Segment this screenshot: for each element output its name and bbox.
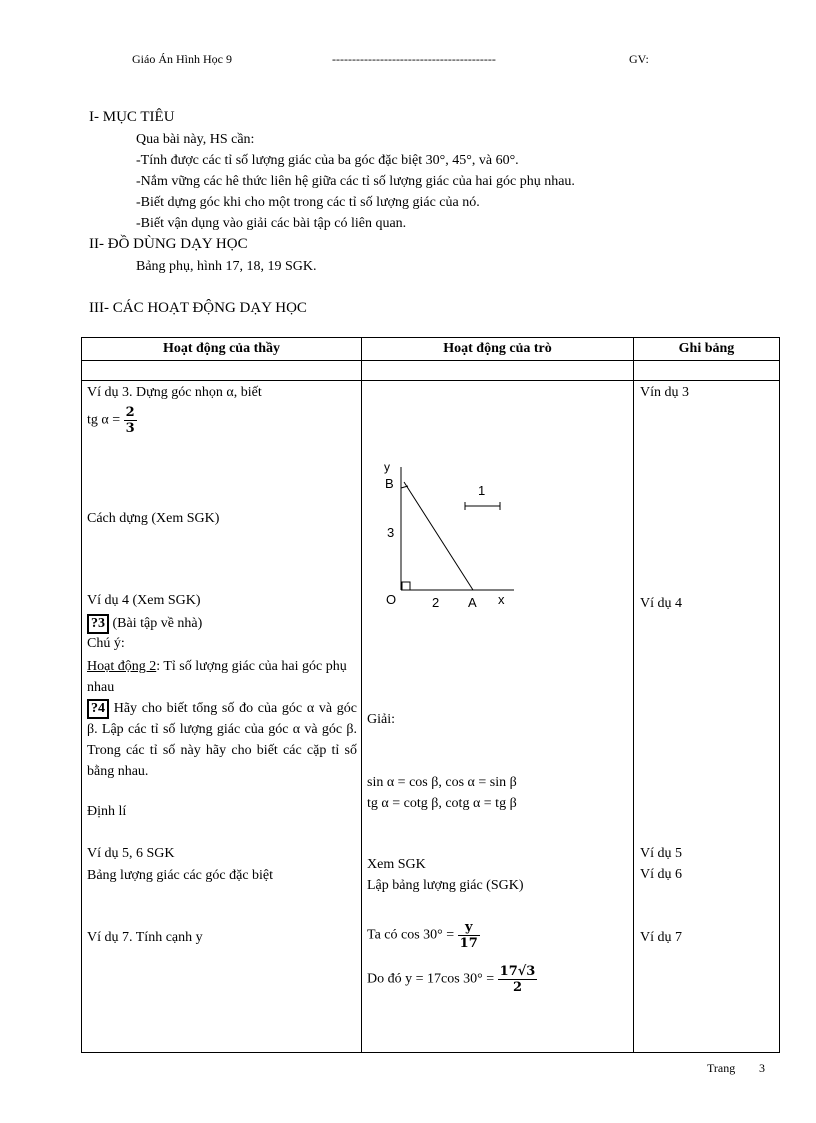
footer-page-number: 3 — [759, 1061, 765, 1075]
section3-title: III- CÁC HOẠT ĐỘNG DẠY HỌC — [89, 300, 307, 316]
lap-bang: Lập bảng lượng giác (SGK) — [367, 878, 524, 893]
question-3 — [87, 614, 202, 634]
vd56: Ví dụ 5, 6 SGK — [87, 846, 175, 861]
chu-y: Chú ý: — [87, 636, 125, 651]
section1-intro: Qua bài này, HS cần: — [136, 132, 255, 147]
fraction-denominator: 17 — [459, 936, 478, 951]
label-x: x — [498, 592, 505, 607]
fraction-denominator: 2 — [512, 980, 523, 995]
label-2: 2 — [432, 595, 440, 610]
xem-sgk: Xem SGK — [367, 857, 426, 872]
board-cell — [634, 381, 780, 1053]
objective-item: -Biết dựng góc khi cho một trong các tỉ số lượng giác của nó. — [136, 195, 480, 210]
vd3-tg — [87, 405, 137, 436]
section2-title: II- ĐỒ DÙNG DẠY HỌC — [89, 236, 248, 252]
vd3-line1: Ví dụ 3. Dựng góc nhọn α, biết — [87, 385, 262, 400]
vd7-teacher: Ví dụ 7. Tính cạnh y — [87, 930, 203, 945]
label-1: 1 — [478, 483, 486, 498]
board-vd5: Ví dụ 5 — [640, 846, 682, 861]
cos-fraction — [458, 920, 480, 951]
question-4 — [87, 698, 357, 782]
fraction-denominator: 3 — [125, 421, 135, 436]
fraction-numerator: 2 — [125, 405, 135, 420]
vd3-tg-label: tg α = — [87, 412, 121, 428]
hypotenuse — [404, 482, 473, 590]
objective-item: -Nắm vững các hê thức liên hệ giữa các tỉ số lượng giác của hai góc phụ nhau. — [136, 174, 575, 189]
formula-1: sin α = cos β, cos α = sin β — [367, 775, 517, 790]
board-vd4: Ví dụ 4 — [640, 596, 682, 611]
result-fraction — [498, 964, 538, 995]
giai: Giải: — [367, 712, 395, 727]
bang-luong-giac: Bảng lượng giác các góc đặc biệt — [87, 868, 274, 883]
empty-cell — [82, 361, 362, 381]
do-do — [367, 964, 537, 995]
footer-label: Trang — [707, 1061, 736, 1075]
board-vd7: Ví dụ 7 — [640, 930, 682, 945]
question-3-box: ?3 — [87, 614, 109, 634]
ta-co — [367, 920, 480, 951]
formula-2: tg α = cotg β, cotg α = tg β — [367, 796, 517, 811]
label-A: A — [468, 595, 477, 610]
section1-title: I- MỤC TIÊU — [89, 109, 175, 125]
activity-2-label: Hoạt động 2 — [87, 659, 157, 674]
label-y: y — [384, 460, 390, 474]
header-dashes: ----------------------------------------- — [332, 52, 496, 66]
fraction-numerator: 17√3 — [499, 964, 536, 979]
do-do-label: Do đó y = 17cos 30° = — [367, 971, 495, 987]
dinh-li: Định lí — [87, 804, 127, 819]
col-header-teacher: Hoạt động của thầy — [82, 338, 362, 361]
question-3-text: (Bài tập về nhà) — [112, 616, 203, 631]
vd4-teacher: Ví dụ 4 (Xem SGK) — [87, 593, 201, 608]
question-4-box: ?4 — [87, 699, 109, 719]
empty-cell — [634, 361, 780, 381]
ta-co-label: Ta có cos 30° = — [367, 927, 455, 943]
fraction-numerator: y — [458, 920, 480, 936]
col-header-board: Ghi bảng — [634, 338, 780, 361]
label-3: 3 — [387, 525, 395, 540]
activity-2 — [87, 656, 357, 698]
activity-2-title: : Tỉ số lượng giác của hai góc phụ nhau — [87, 659, 347, 695]
empty-cell — [362, 361, 634, 381]
label-O: O — [386, 592, 397, 607]
right-angle-mark — [402, 582, 410, 590]
objective-item: -Tính được các tỉ số lượng giác của ba góc đặc biệt 30°, 45°, và 60°. — [136, 153, 519, 168]
triangle-figure — [364, 455, 524, 615]
board-vd6: Ví dụ 6 — [640, 867, 682, 882]
objective-item: -Biết vận dụng vào giải các bài tập có liên quan. — [136, 216, 407, 231]
vd3-fraction — [124, 405, 137, 436]
col-header-student: Hoạt động của trò — [362, 338, 634, 361]
header-teacher: GV: — [629, 52, 649, 66]
board-vd3: Vín dụ 3 — [640, 385, 689, 400]
header-title: Giáo Án Hình Học 9 — [132, 52, 232, 66]
label-B: B — [385, 476, 394, 491]
question-4-text: Hãy cho biết tổng số đo của góc α và góc β. Lập các tỉ số lượng giác của góc α và góc β. Trong các tỉ số này hãy cho biết các cặp tỉ số bằng nhau. — [87, 701, 357, 779]
section2-content: Bảng phụ, hình 17, 18, 19 SGK. — [136, 259, 317, 274]
cach-dung: Cách dựng (Xem SGK) — [87, 511, 220, 526]
